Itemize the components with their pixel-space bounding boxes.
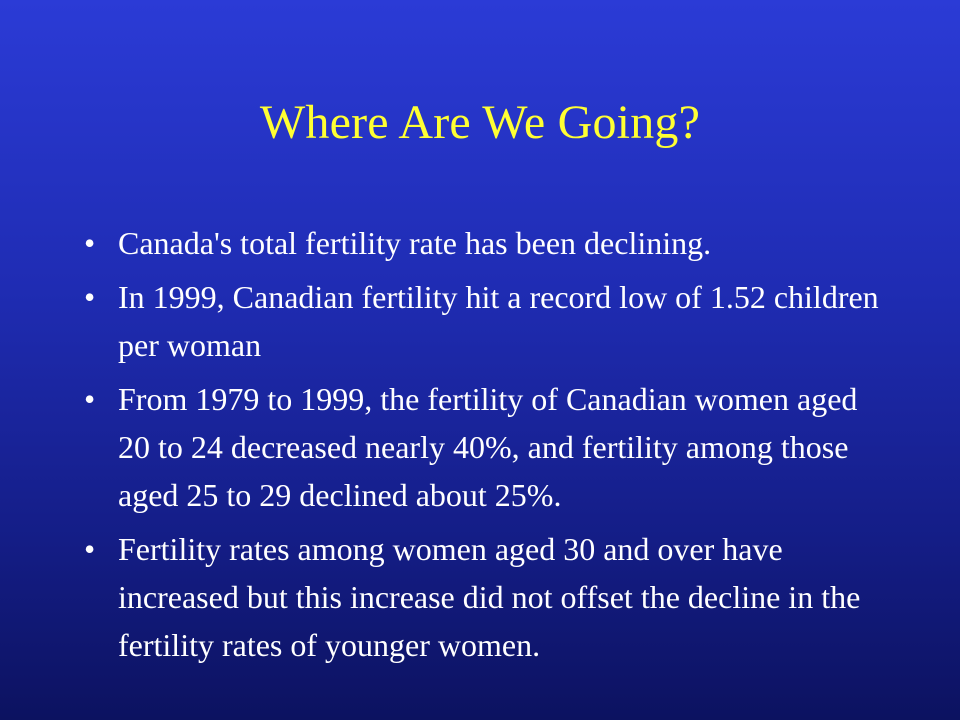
bullet-item-3 (84, 375, 884, 519)
slide-title: Where Are We Going? (259, 96, 701, 149)
bullet-marker: • (84, 225, 96, 261)
bullet-item-1 (84, 219, 884, 267)
bullet-marker: • (84, 381, 96, 417)
bullet-item-4 (84, 525, 884, 669)
bullet-text: Canada's total fertility rate has been declining. (118, 225, 712, 261)
bullet-text: Fertility rates among women aged 30 and over have increased but this increase did not offset the decline in the fertility rates of younger women. (118, 531, 861, 663)
bullet-marker: • (84, 531, 96, 567)
bullet-text: From 1979 to 1999, the fertility of Canadian women aged 20 to 24 decreased nearly 40%, and fertility among those aged 25 to 29 declined about 25%. (118, 381, 858, 513)
bullet-list (84, 219, 884, 669)
bullet-marker: • (84, 279, 96, 315)
bullet-item-2 (84, 273, 884, 369)
bullet-text: In 1999, Canadian fertility hit a record low of 1.52 children per woman (118, 279, 879, 363)
